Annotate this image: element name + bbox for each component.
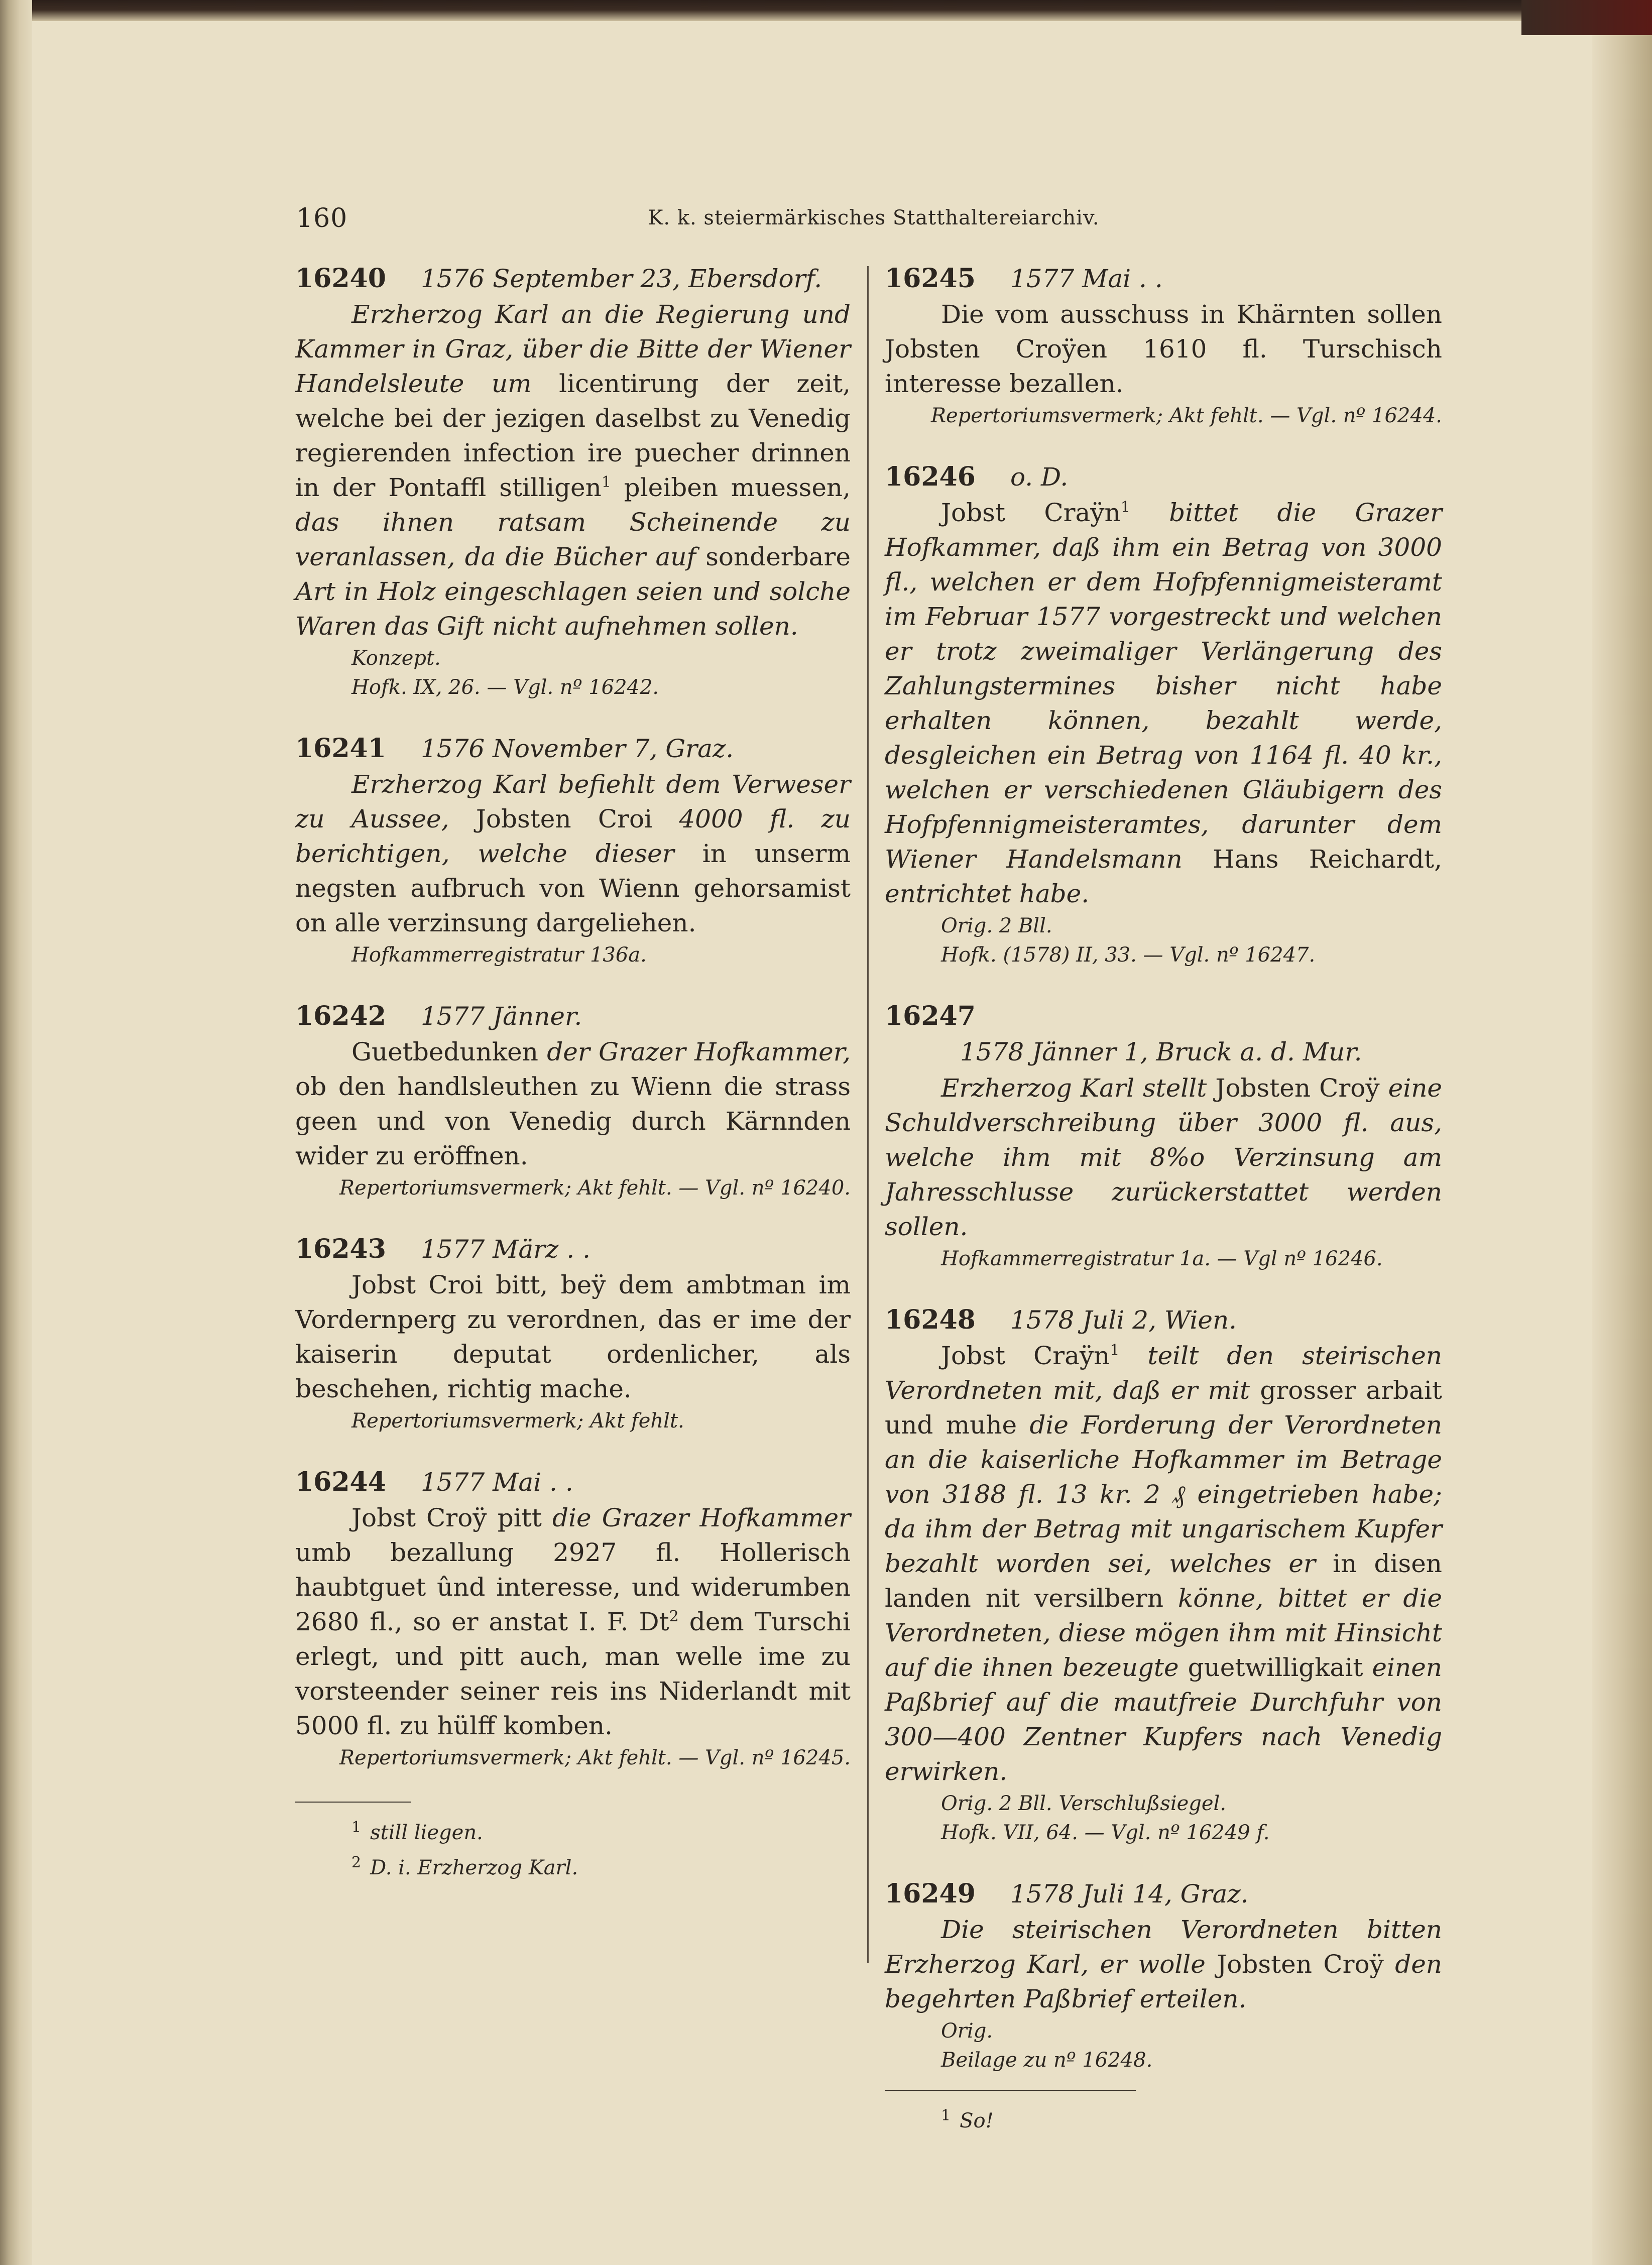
body-italic: könne, bittet er die Verordneten, diese mögen ihm mit Hinsicht auf die ihnen bezeugte [885, 1584, 1442, 1682]
footnote-marker: 1 [1120, 499, 1130, 516]
body-quote: dem Turschi erlegt, und pitt auch, man welle ime zu vorsteender seiner reis ins Niderlandt mit 5000 fl. zu hülff komben. [295, 1607, 851, 1740]
entry-head [295, 261, 851, 297]
entry-16243 [295, 1232, 851, 1436]
body-italic: Art in Holz eingeschlagen seien und solche Waren das Gift nicht aufnehmen sollen. [295, 577, 851, 641]
left-column [295, 261, 851, 1883]
column-divider [867, 266, 869, 1963]
source-note: Orig. [941, 2019, 993, 2043]
source-note: Repertoriumsvermerk; Akt fehlt. [351, 1409, 684, 1433]
entry-body [885, 1071, 1442, 1244]
entry-date: 1578 Jänner 1, Bruck a. d. Mur. [960, 1037, 1362, 1066]
entry-number: 16248 [885, 1304, 976, 1335]
body-quote: sonderbare [696, 542, 851, 571]
footnote-mark: 1 [941, 2107, 951, 2124]
body-quote: Jobsten Croi [449, 804, 679, 833]
body-italic: bittet die Grazer Hofkammer, daß ihm ein Betrag von 3000 fl., welchen er dem Hofpfennigmeisteramt im Februar 1577 vorgestreckt und welchen er trotz zweimaliger Verlängerung des Zahlungstermines bisher nicht habe erhalten können, bezahlt werde, desgleichen ein Betrag von 1164 fl. 40 kr., welchen er verschiedenen Gläubigern des Hofpfennigmeisteramtes, darunter dem Wiener Handelsmann [885, 498, 1442, 874]
entry-head [295, 999, 851, 1035]
body-italic: das ihnen ratsam Scheinende zu veranlassen, da die Bücher auf [295, 508, 851, 571]
body-quote: Jobst Croÿ pitt [351, 1503, 553, 1532]
footnote-mark: 2 [351, 1854, 362, 1871]
body-italic: Erzherzog Karl an die Regierung und Kammer in Graz, über die Bitte der Wiener Handelsleute um [295, 300, 851, 398]
entry-16244 [295, 1465, 851, 1772]
page-number: 160 [296, 203, 348, 233]
source-note: Repertoriumsvermerk; Akt fehlt. — Vgl. nº 16245. [339, 1746, 851, 1769]
entry-number: 16247 [885, 1001, 976, 1031]
page-header [296, 203, 1451, 244]
entry-16246 [885, 459, 1442, 970]
book-cover-corner [1521, 0, 1652, 35]
source-note: Hofkammerregistratur 136a. [351, 943, 647, 967]
body-italic: eine Schuldverschreibung über 3000 fl. aus, welche ihm mit 8%o Verzinsung am Jahresschlusse zurückerstattet werden sollen. [885, 1074, 1442, 1241]
page-top-edge [0, 0, 1652, 21]
entry-date: o. D. [1010, 462, 1069, 492]
body-italic: Erzherzog Karl stellt [941, 1074, 1207, 1103]
footnote [295, 1848, 851, 1883]
footnote-rule [885, 2090, 1136, 2091]
body-italic: 4000 fl. zu berichtigen, welche dieser [295, 804, 851, 868]
entry-16249 [885, 1876, 1442, 2075]
entry-head [295, 1465, 851, 1501]
entry-date: 1577 Jänner. [421, 1002, 582, 1031]
entry-date: 1578 Juli 2, Wien. [1010, 1305, 1237, 1335]
body-italic: einen Paßbrief auf die mautfreie Durchfuhr von 300—400 Zentner Kupfers nach Venedig erwirken. [885, 1653, 1442, 1786]
body-quote: Hans Reichardt, [1182, 845, 1443, 874]
body-quote: ob den handlsleuthen zu Wienn die strass geen und von Venedig durch Kärnnden wider zu eröffnen. [295, 1072, 851, 1170]
body-italic: Die steirischen Verordneten bitten Erzherzog Karl, er wolle [885, 1915, 1442, 1979]
source-note: Orig. 2 Bll. [941, 914, 1052, 937]
entry-date: 1577 März . . [421, 1235, 591, 1264]
source-note: Hofkammerregistratur 1a. — Vgl nº 16246. [941, 1247, 1383, 1270]
entry-body [885, 1339, 1442, 1789]
body-quote: pleiben muessen, [611, 473, 851, 502]
running-title: K. k. steiermärkisches Statthaltereiarchiv. [648, 206, 1100, 229]
body-quote: licentirung der zeit, welche bei der jezigen daselbst zu Venedig regierenden infection ire puecher drinnen in der Pontaffl stilligen [295, 369, 851, 502]
entry-number: 16249 [885, 1878, 976, 1909]
source-note: Hofk. (1578) II, 33. — Vgl. nº 16247. [941, 943, 1316, 967]
footnote [295, 1813, 851, 1848]
body-quote: Jobst Craÿn [941, 1341, 1110, 1370]
body-italic: den begehrten Paßbrief erteilen. [885, 1950, 1442, 2013]
entry-body [885, 496, 1442, 911]
body-quote: in disen landen nit versilbern [885, 1549, 1442, 1613]
entry-body: Die vom ausschuss in Khärnten sollen Jobsten Croÿen 1610 fl. Turschisch interesse bezallen. [885, 300, 1442, 398]
footnote-marker: 1 [601, 473, 611, 491]
footnote-text: So! [960, 2109, 994, 2132]
source-note: Repertoriumsvermerk; Akt fehlt. — Vgl. nº 16244. [930, 404, 1442, 427]
footnote-rule [295, 1802, 411, 1803]
entry-head [885, 261, 1442, 297]
entry-number: 16244 [295, 1467, 386, 1497]
footnote-text: still liegen. [370, 1821, 483, 1844]
body-quote: Jobsten Croÿ [1207, 1074, 1388, 1103]
entry-number: 16242 [295, 1001, 386, 1031]
footnote-marker: 2 [669, 1608, 679, 1625]
entry-body [295, 297, 851, 644]
body-quote: in unserm negsten aufbruch von Wienn gehorsamist on alle verzinsung dargeliehen. [295, 839, 851, 937]
entry-date: 1576 September 23, Ebersdorf. [421, 264, 822, 293]
body-quote: Jobsten Croÿ [1205, 1950, 1395, 1979]
entry-head [885, 1035, 1442, 1071]
source-note: Beilage zu nº 16248. [941, 2049, 1153, 2072]
book-spine-shadow [0, 0, 32, 2265]
source-note: Repertoriumsvermerk; Akt fehlt. — Vgl. nº 16240. [339, 1176, 851, 1200]
entry-date: 1578 Juli 14, Graz. [1010, 1879, 1249, 1909]
body-quote: guetwilligkait [1178, 1653, 1372, 1682]
entry-date: 1577 Mai . . [1010, 264, 1163, 293]
entry-body: Jobst Croi bitt, beÿ dem ambtman im Vordernperg zu verordnen, das er ime der kaiserin deputat ordenlicher, als beschehen, richtig mache. [295, 1270, 851, 1403]
entry-date: 1577 Mai . . [421, 1468, 573, 1497]
footnote [885, 2101, 1442, 2136]
entry-number: 16245 [885, 263, 976, 294]
body-italic: der Grazer Hofkammer, [547, 1037, 851, 1066]
entry-body [295, 767, 851, 940]
entry-head [885, 1876, 1442, 1913]
body-quote: Jobst Craÿn [941, 498, 1121, 527]
page-right-edge [1592, 0, 1652, 2265]
entry-16242 [295, 999, 851, 1203]
source-note: Hofk. IX, 26. — Vgl. nº 16242. [351, 676, 659, 699]
footnote-marker: 1 [1110, 1342, 1120, 1359]
right-column [885, 261, 1442, 2136]
entry-number: 16246 [885, 461, 976, 492]
entry-date: 1576 November 7, Graz. [421, 734, 734, 763]
body-italic: die Grazer Hofkammer [552, 1503, 851, 1532]
entry-head [885, 459, 1442, 496]
entry-16241 [295, 731, 851, 970]
entry-body [885, 1913, 1442, 2016]
body-italic: Erzherzog Karl befiehlt dem Verweser zu Aussee, [295, 770, 851, 833]
entry-number: 16240 [295, 263, 386, 294]
source-note: Konzept. [351, 647, 441, 670]
body-quote: grosser arbait und muhe [885, 1376, 1442, 1440]
entry-number: 16241 [295, 733, 386, 764]
body-italic: teilt den steirischen Verordneten mit, daß er mit [885, 1341, 1442, 1405]
entry-head [885, 1302, 1442, 1339]
entry-16247 [885, 999, 1442, 1273]
entry-16245 [885, 261, 1442, 430]
entry-head [885, 999, 1442, 1035]
entry-16240 [295, 261, 851, 702]
entry-head [295, 1232, 851, 1268]
body-italic: die Forderung der Verordneten an die kaiserliche Hofkammer im Betrage von 3188 fl. 13 kr. 2 ₰ eingetrieben habe; da ihm der Betrag mit ungarischem Kupfer bezahlt worden sei, welches er [885, 1410, 1443, 1578]
entry-head [295, 731, 851, 767]
body-quote: Guetbedunken [351, 1037, 547, 1066]
entry-number: 16243 [295, 1234, 386, 1264]
entry-body [295, 1501, 851, 1743]
source-note: Hofk. VII, 64. — Vgl. nº 16249 f. [941, 1821, 1270, 1844]
body-quote: umb bezallung 2927 fl. Hollerisch haubtguet ûnd interesse, und widerumben 2680 fl., so er anstat I. F. Dt [295, 1538, 851, 1636]
entry-16248 [885, 1302, 1442, 1847]
body-italic: entrichtet habe. [885, 879, 1090, 908]
source-note: Orig. 2 Bll. Verschlußsiegel. [941, 1792, 1227, 1815]
footnote-text: D. i. Erzherzog Karl. [370, 1856, 578, 1879]
footnote-mark: 1 [351, 1819, 362, 1836]
entry-body [295, 1035, 851, 1173]
